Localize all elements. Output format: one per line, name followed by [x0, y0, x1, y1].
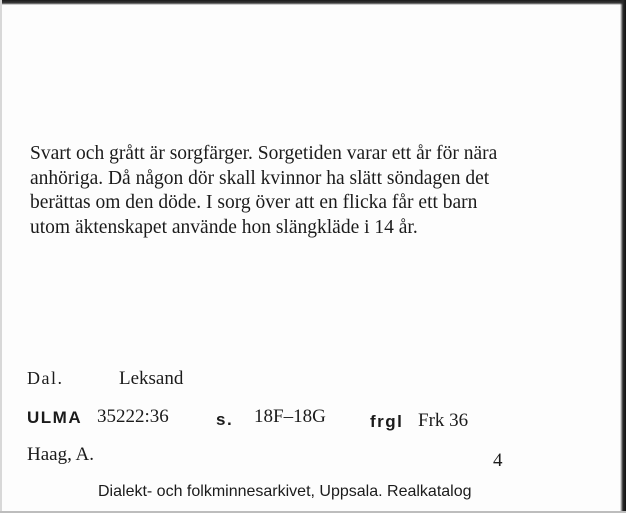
body-line: anhöriga. Då någon dör skall kvinnor ha slätt söndagen det	[30, 167, 490, 189]
body-line: utom äktenskapet använde hon slängkläde i 14 år.	[30, 216, 418, 238]
card-body-text	[30, 142, 610, 240]
card-right-edge	[620, 0, 626, 513]
recorder-name: Haag, A.	[27, 444, 95, 465]
body-line: berättas om den döde. I sorg över att en flicka får ett barn	[30, 192, 478, 213]
card-left-edge	[0, 0, 2, 513]
page-ref-value: 18F–18G	[254, 406, 326, 427]
landskap-label: Dal.	[27, 368, 64, 388]
ulma-number: 35222:36	[97, 406, 169, 427]
card-top-edge	[0, 0, 626, 5]
page-number: 4	[493, 450, 503, 471]
page-ref-label: s.	[216, 410, 234, 429]
body-line: Svart och grått är sorgfärger. Sorgetiden varar ett år för nära	[30, 143, 498, 164]
socken-label: Leksand	[119, 368, 184, 389]
frgl-value: Frk 36	[418, 410, 469, 431]
frgl-label: frgl	[370, 412, 404, 431]
archive-footer: Dialekt- och folkminnesarkivet, Uppsala. Realkatalog	[98, 483, 472, 500]
ulma-label: ULMA	[27, 408, 83, 427]
